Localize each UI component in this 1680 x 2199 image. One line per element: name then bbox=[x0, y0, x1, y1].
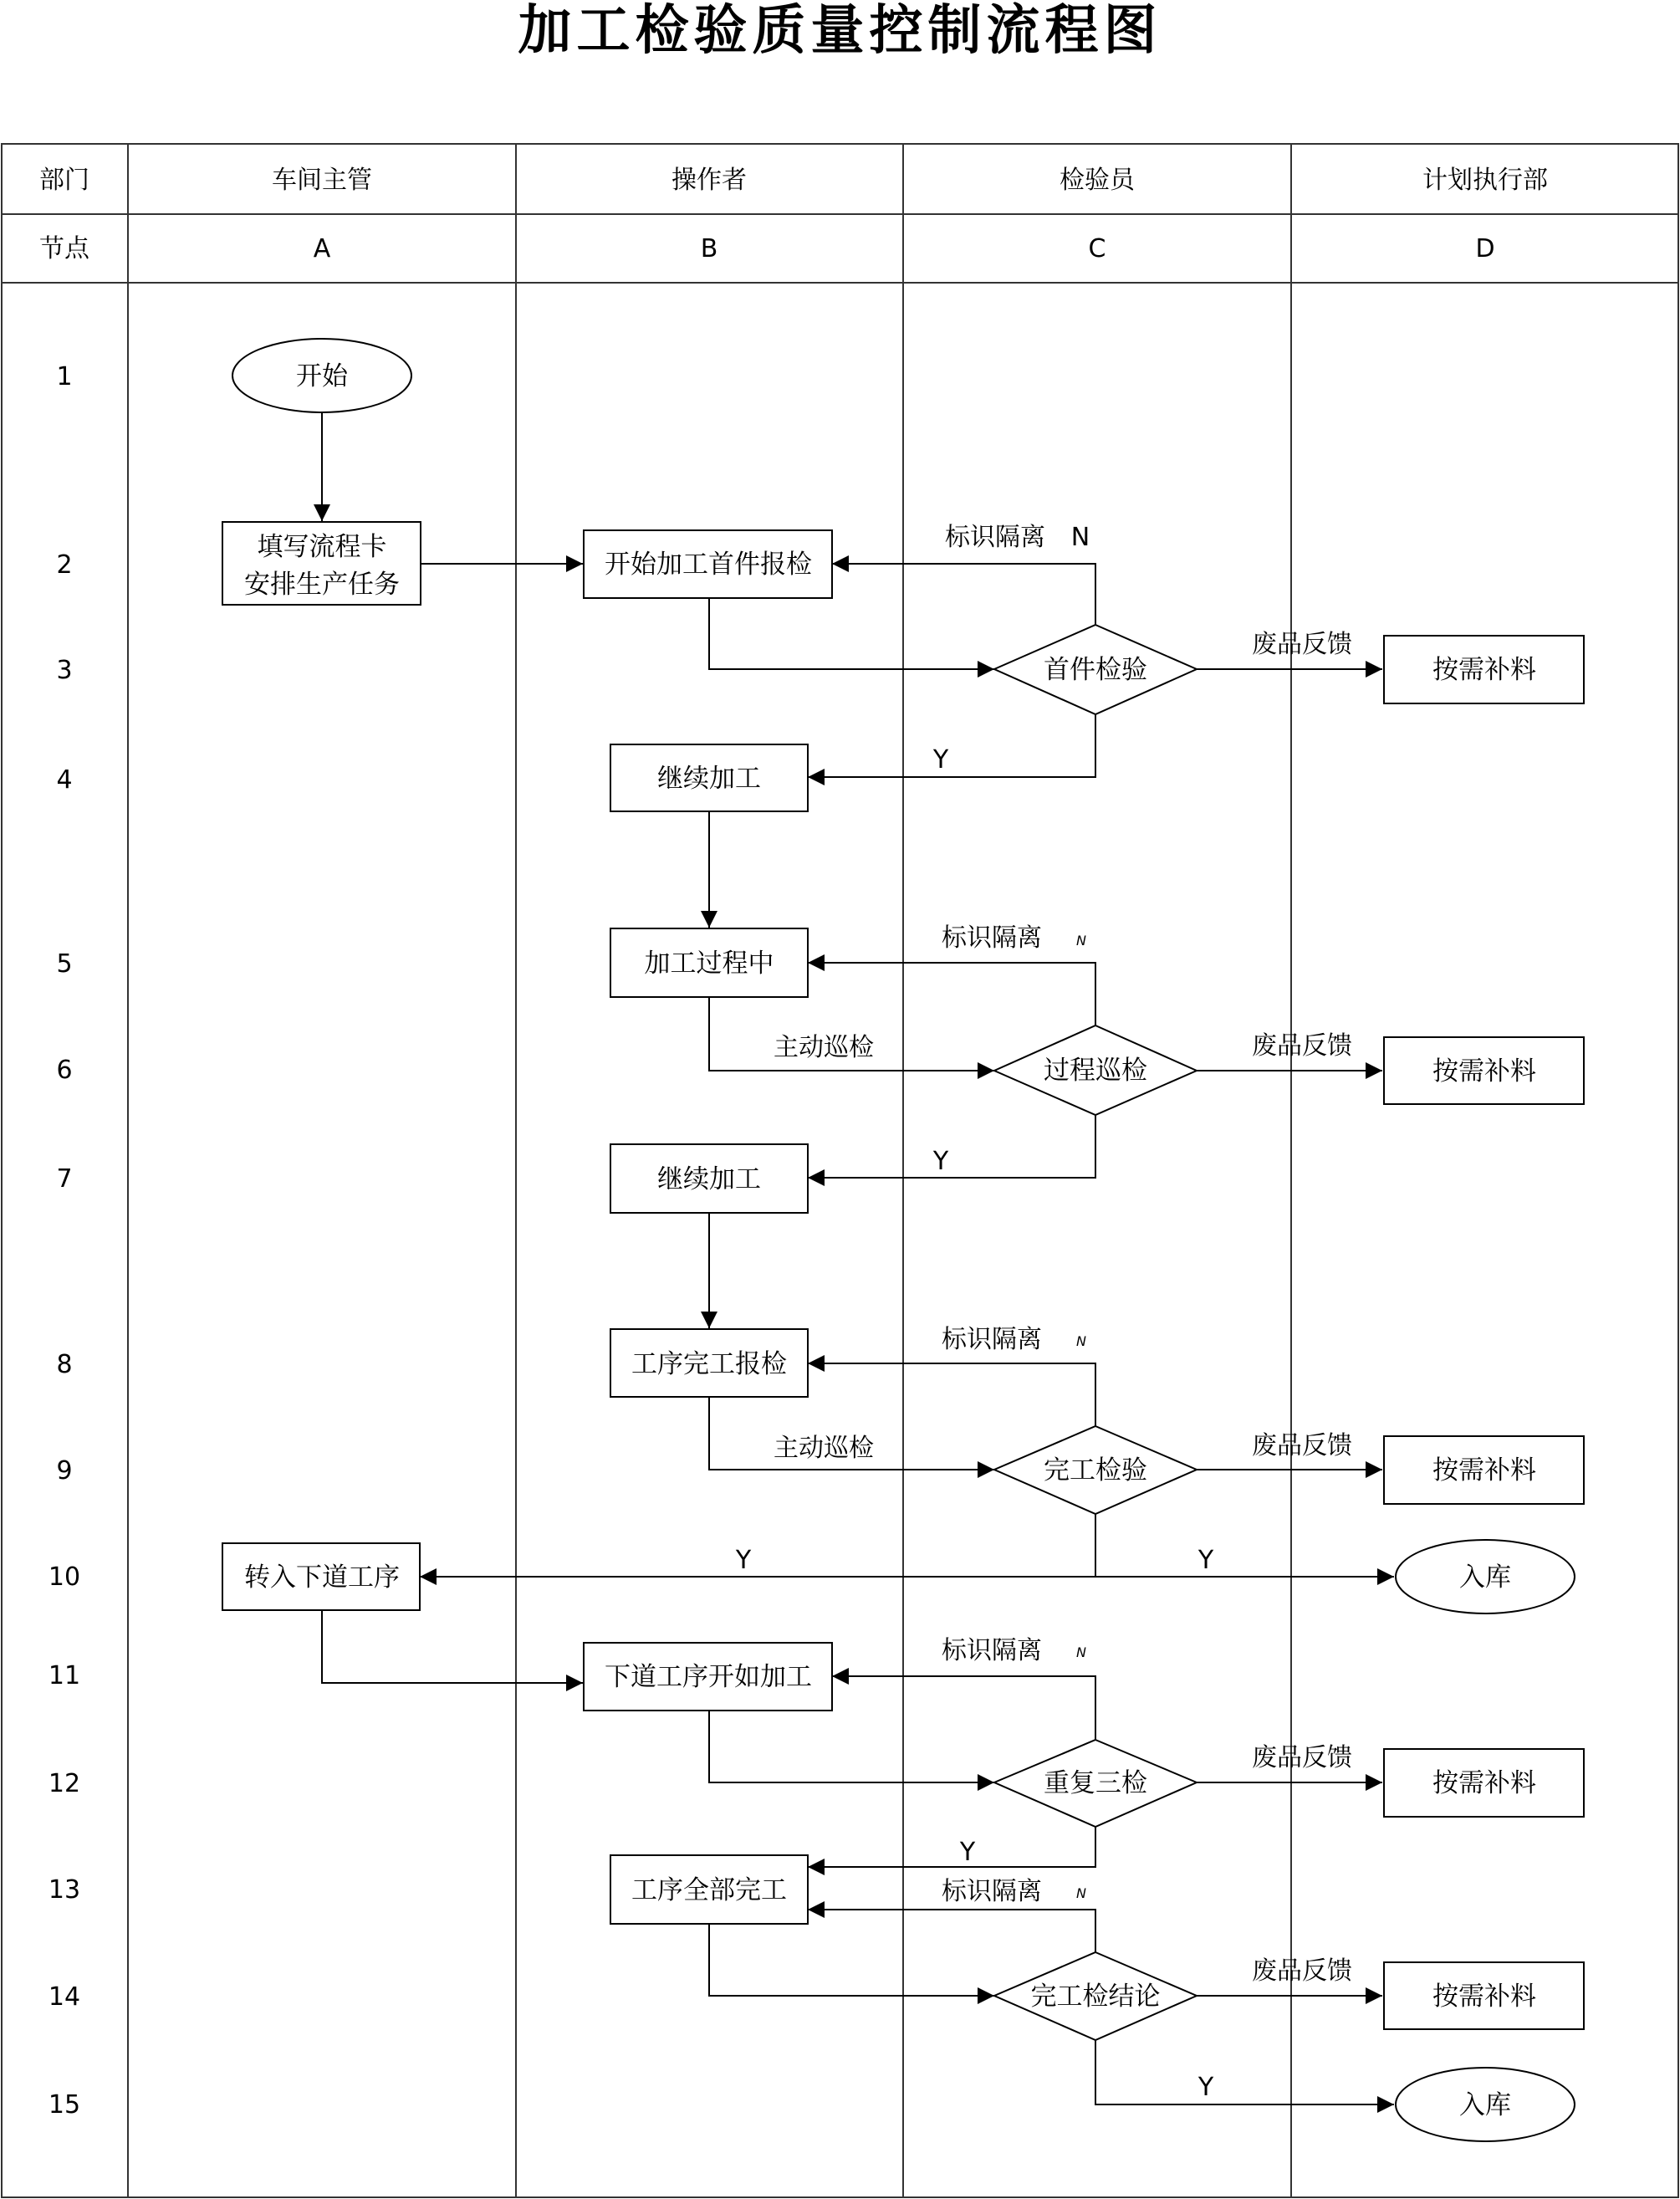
to-next-process-label: 转入下道工序 bbox=[244, 1562, 400, 1593]
process-done-report-label: 工序完工报检 bbox=[631, 1349, 787, 1379]
header-dept-label: 部门 bbox=[39, 166, 89, 195]
no-label: N bbox=[1076, 1644, 1086, 1660]
next-process-start-label: 下道工序开如加工 bbox=[605, 1662, 812, 1692]
continue-label: 继续加工 bbox=[657, 764, 761, 794]
isolate-label: 标识隔离 bbox=[942, 923, 1042, 953]
header-node-d: D bbox=[1475, 234, 1495, 263]
header-dept-c: 检验员 bbox=[1060, 166, 1135, 195]
yes-label: Y bbox=[1197, 2073, 1214, 2102]
header-node-a: A bbox=[313, 234, 331, 263]
header-dept-d: 计划执行部 bbox=[1422, 166, 1548, 195]
isolate-label: 标识隔离 bbox=[945, 523, 1045, 552]
no-label: N bbox=[1076, 1885, 1086, 1901]
replenish-label: 按需补料 bbox=[1432, 1982, 1536, 2012]
yes-label: Y bbox=[1197, 1546, 1214, 1575]
patrol-inspect-label: 过程巡检 bbox=[1044, 1056, 1147, 1086]
scrap-feedback-label: 废品反馈 bbox=[1252, 1031, 1352, 1061]
connectors bbox=[322, 412, 1394, 2104]
swimlane-grid bbox=[2, 144, 1678, 2197]
scrap-feedback-label: 废品反馈 bbox=[1252, 1956, 1352, 1986]
row-number: 12 bbox=[48, 1769, 81, 1798]
no-label: N bbox=[1076, 1333, 1086, 1349]
row-number: 4 bbox=[56, 765, 73, 795]
row-number: 1 bbox=[56, 362, 73, 391]
row-number: 5 bbox=[56, 949, 73, 979]
fill-card-label-1: 填写流程卡 bbox=[257, 532, 387, 562]
triple-inspect-label: 重复三检 bbox=[1044, 1768, 1147, 1798]
header-node-b: B bbox=[700, 234, 718, 263]
yes-label: Y bbox=[959, 1838, 976, 1867]
row-number: 13 bbox=[48, 1875, 81, 1905]
final-conclusion-label: 完工检结论 bbox=[1030, 1982, 1161, 2012]
isolate-label: 标识隔离 bbox=[942, 1877, 1042, 1906]
replenish-label: 按需补料 bbox=[1432, 1455, 1536, 1486]
header-node-label: 节点 bbox=[39, 234, 89, 263]
row-number: 14 bbox=[48, 1982, 81, 2012]
continue-label: 继续加工 bbox=[657, 1164, 761, 1194]
scrap-feedback-label: 废品反馈 bbox=[1252, 1431, 1352, 1460]
row-numbers bbox=[49, 362, 80, 2120]
yes-label: Y bbox=[932, 745, 949, 775]
yes-label: Y bbox=[735, 1546, 752, 1575]
scrap-feedback-label: 废品反馈 bbox=[1252, 630, 1352, 659]
completion-inspect-label: 完工检验 bbox=[1044, 1455, 1147, 1486]
start-label: 开始 bbox=[296, 361, 348, 391]
no-label: N bbox=[1070, 523, 1090, 552]
row-number: 9 bbox=[56, 1456, 73, 1486]
storage-label: 入库 bbox=[1459, 1562, 1511, 1593]
no-label: N bbox=[1076, 933, 1086, 949]
row-number: 10 bbox=[48, 1562, 81, 1592]
row-number: 11 bbox=[48, 1661, 81, 1690]
yes-label: Y bbox=[932, 1147, 949, 1176]
isolate-label: 标识隔离 bbox=[942, 1636, 1042, 1665]
storage-label: 入库 bbox=[1459, 2090, 1511, 2120]
active-patrol-label: 主动巡检 bbox=[774, 1434, 874, 1463]
replenish-label: 按需补料 bbox=[1432, 655, 1536, 685]
row-number: 2 bbox=[56, 550, 73, 580]
replenish-label: 按需补料 bbox=[1432, 1056, 1536, 1087]
all-done-label: 工序全部完工 bbox=[631, 1875, 787, 1905]
isolate-label: 标识隔离 bbox=[942, 1325, 1042, 1354]
row-number: 7 bbox=[56, 1164, 73, 1194]
row-number: 3 bbox=[56, 656, 73, 685]
row-number: 8 bbox=[56, 1350, 73, 1379]
header-dept-b: 操作者 bbox=[671, 166, 747, 195]
row-number: 15 bbox=[48, 2090, 81, 2120]
page-title: 加工检验质量控制流程图 bbox=[518, 0, 1162, 62]
fill-card-label-2: 安排生产任务 bbox=[244, 570, 400, 600]
first-piece-inspect-label: 首件检验 bbox=[1044, 655, 1147, 685]
scrap-feedback-label: 废品反馈 bbox=[1252, 1743, 1352, 1772]
row-number: 6 bbox=[56, 1056, 73, 1085]
replenish-label: 按需补料 bbox=[1432, 1768, 1536, 1798]
active-patrol-label: 主动巡检 bbox=[774, 1033, 874, 1062]
first-piece-report-label: 开始加工首件报检 bbox=[605, 550, 812, 580]
header-node-c: C bbox=[1088, 234, 1106, 263]
header-dept-a: 车间主管 bbox=[272, 166, 372, 195]
in-process-label: 加工过程中 bbox=[644, 949, 774, 979]
